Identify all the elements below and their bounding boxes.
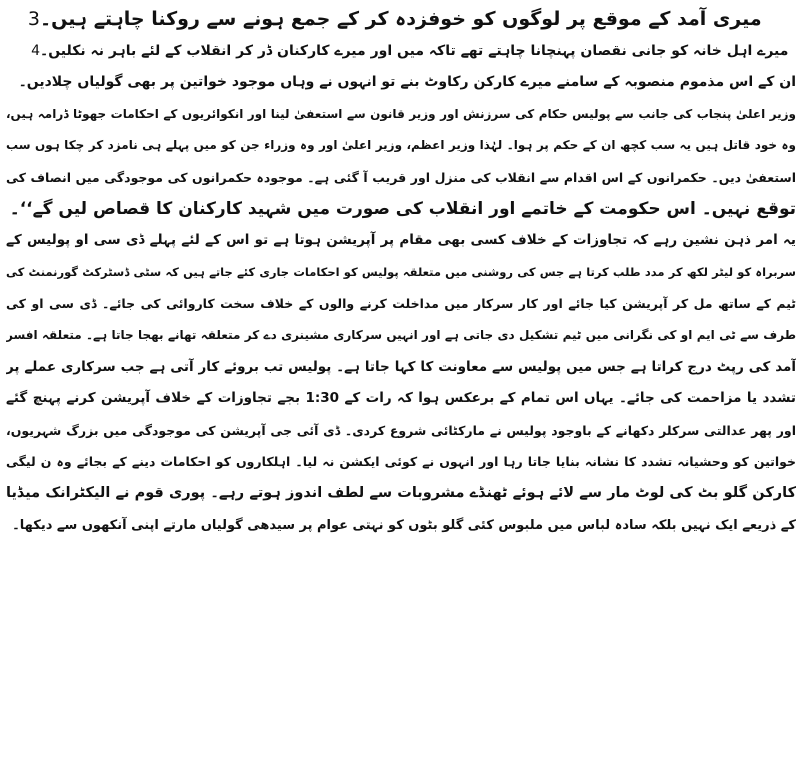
text-line: تشدد یا مزاحمت کی جائے۔ یہاں اس تمام کے برعکس ہوا کہ رات کے 1:30 بجے تجاوزات کے خلاف آپریشن کرنے پہنچ گئے <box>6 390 796 407</box>
text-line: اور پھر عدالتی سرکلر دکھانے کے باوجود پولیس نے مارکٹائی شروع کردی۔ ڈی آئی جی آپریشن کی موجودگی میں بزرگ شہریوں، <box>6 422 796 438</box>
numbered-item <box>6 4 796 36</box>
text-line: وزیر اعلیٰ پنجاب کی جانب سے پولیس حکام کی سرزنش اور وزیر قانون سے استعفیٰ لینا اور انکوائریوں کے احکامات جھوٹا ڈرامہ ہیں، <box>6 106 796 121</box>
text-line: طرف سے ٹی ایم او کی نگرانی میں ٹیم تشکیل دی جاتی ہے اور انہیں سرکاری مشینری دے کر متعلقہ تھانے بھجا جاتا ہے۔ متعلقہ افسر <box>6 327 796 342</box>
text-line: کے ذریعے ایک نہیں بلکہ سادہ لباس میں ملبوس کئی گلو بٹوں کو نہتی عوام پر سیدھی گولیاں مارتے اپنی آنکھوں سے دیکھا۔ <box>12 517 796 533</box>
text-line: وہ خود قاتل ہیں یہ سب کچھ ان کے حکم پر ہوا۔ لہٰذا وزیر اعظم، وزیر اعلیٰ اور وہ وزراء جن کو میں پہلے ہی نامزد کر چکا ہوں سب <box>6 138 796 153</box>
text-line: ان کے اس مذموم منصوبہ کے سامنے میرے کارکن رکاوٹ بنے تو انہوں نے وہاں موجود خواتین پر بھی گولیاں چلادیں۔ <box>18 74 796 91</box>
text-line: ٹیم کے ساتھ مل کر آپریشن کیا جائے اور کار سرکار میں مداخلت کرنے والوں کے خلاف سخت کاروائی کی جائے۔ ڈی سی او کی <box>6 296 796 312</box>
text-line: یہ امر ذہن نشین رہے کہ تجاوزات کے خلاف کسی بھی مقام پر آپریشن ہوتا ہے تو اس کے لئے پہلے ڈی سی او پولیس کے <box>6 232 796 249</box>
text-line: سربراہ کو لیٹر لکھ کر مدد طلب کرتا ہے جس کی روشنی میں متعلقہ پولیس کو احکامات جاری کئے جاتے ہیں کہ سٹی ڈسٹرکٹ گورنمنٹ کی <box>6 264 796 279</box>
item-number: 3 <box>27 8 40 30</box>
item-text: میرے اہل خانہ کو جانی نقصان پہنچانا چاہتے تھے تاکہ میں اور میرے کارکنان ڈر کر انقلاب کے لئے باہر نہ نکلیں۔ <box>40 42 789 59</box>
text-line: کارکن گلو بٹ کی لوٹ مار سے لائے ہوئے ٹھنڈے مشروبات سے لطف اندوز ہوتے رہے۔ پوری قوم نے الیکٹرانک میڈیا <box>6 484 796 501</box>
text-line: خواتین کو وحشیانہ تشدد کا نشانہ بنایا جاتا رہا اور انہوں نے کوئی ایکشن نہ لیا۔ اہلکاروں کو احکامات دینے کے بجائے وہ ن لیگی <box>6 454 796 470</box>
text-line: توقع نہیں۔ اس حکومت کے خاتمے اور انقلاب کی صورت میں شہید کارکنان کا قصاص لیں گے‘‘۔ <box>9 198 796 219</box>
item-text: میری آمد کے موقع پر لوگوں کو خوفزدہ کر کے جمع ہونے سے روکنا چاہتے ہیں۔ <box>40 8 762 30</box>
text-line: آمد کی رپٹ درج کراتا ہے جس میں پولیس سے معاونت کا کہا جاتا ہے۔ پولیس تب بروئے کار آتی ہے جب سرکاری عملے پر <box>6 358 796 375</box>
numbered-item <box>6 36 796 68</box>
text-line: استعفیٰ دیں۔ حکمرانوں کے اس اقدام سے انقلاب کی منزل اور قریب آ گئی ہے۔ موجودہ حکمرانوں کی موجودگی میں انصاف کی <box>6 169 796 185</box>
item-number: 4 <box>31 42 40 59</box>
